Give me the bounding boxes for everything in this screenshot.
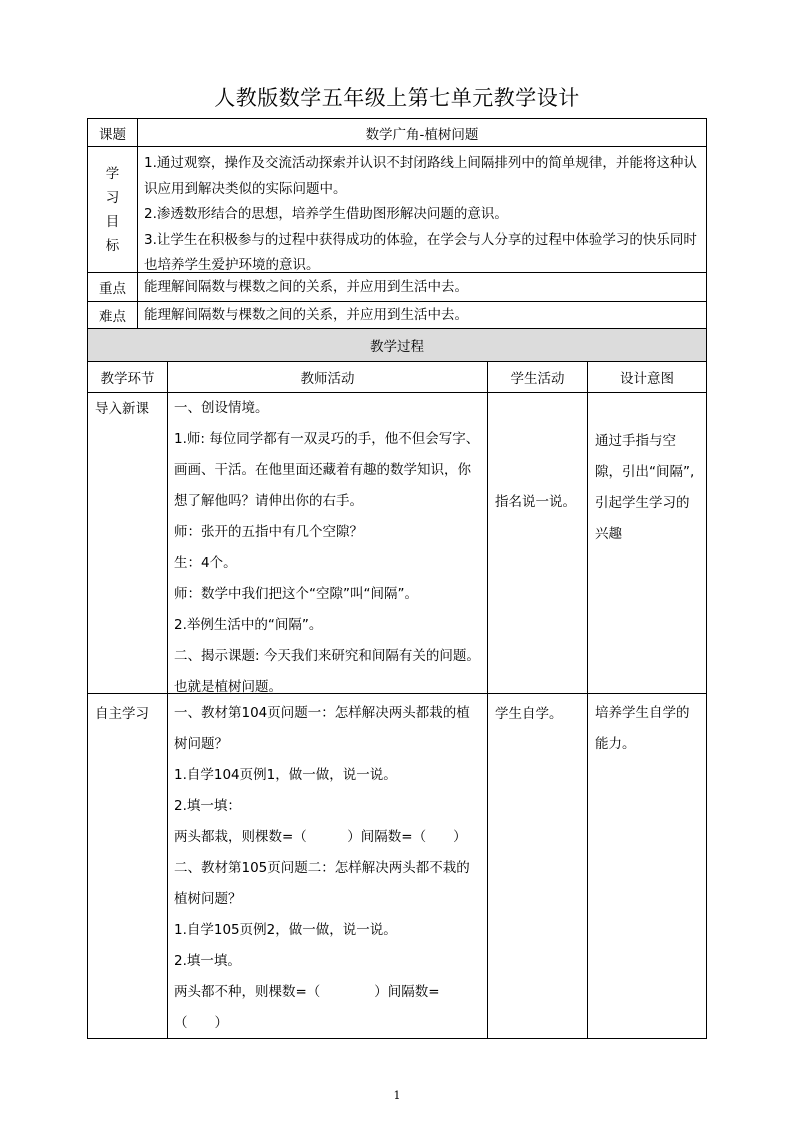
column-header-student-text: 学生活动: [510, 371, 565, 387]
column-header-stage: [87, 361, 168, 393]
process-header-text: 教学过程: [370, 339, 424, 355]
column-header-intent: [587, 361, 707, 393]
topic-value: [137, 118, 707, 147]
teacher-line: 两头都栽，则棵数=（ ）间隔数=（ ）: [174, 829, 467, 845]
table-row-2-intent: [587, 693, 707, 1039]
document-title: 人教版数学五年级上第七单元教学设计: [214, 86, 580, 110]
goal-item-3: 3.让学生在积极参与的过程中获得成功的体验，在学会与人分享的过程中体验学习的快乐同时也培养学生爱护环境的意识。: [144, 231, 697, 273]
table-row-1-teacher: [167, 392, 488, 694]
student-activity-text: 学生自学。: [495, 706, 563, 722]
teacher-line: 2.举例生活中的“间隔”。: [174, 617, 323, 633]
table-row-1-intent: [587, 392, 707, 694]
process-header: [87, 328, 707, 362]
table-row-1-stage: [87, 392, 168, 694]
table-row-2-teacher: [167, 693, 488, 1039]
column-header-teacher: [167, 361, 488, 393]
teacher-line: 2.填一填。: [174, 953, 241, 969]
table-row-2-stage: [87, 693, 168, 1039]
column-header-stage-text: 教学环节: [100, 371, 155, 387]
teacher-line: 师：数学中我们把这个“空隙”叫“间隔”。: [174, 586, 418, 602]
stage-text: 导入新课: [95, 401, 149, 417]
teacher-line: 生：4个。: [174, 555, 237, 571]
goal-item-1: 1.通过观察，操作及交流活动探索并认识不封闭路线上间隔排列中的简单规律，并能将这种认识应用到解决类似的实际问题中。: [144, 155, 697, 197]
teacher-line: 一、创设情境。: [174, 400, 269, 416]
teacher-line: 2.填一填：: [174, 798, 241, 814]
goal-item-2: 2.渗透数形结合的思想，培养学生借助图形解决问题的意识。: [144, 206, 508, 222]
key-point-label: [87, 272, 138, 302]
key-point-value: [137, 272, 707, 302]
teacher-line: 1.自学104页例1，做一做，说一说。: [174, 767, 397, 783]
key-point-value-text: 能理解间隔数与棵数之间的关系，并应用到生活中去。: [144, 279, 468, 295]
key-point-label-text: 重点: [99, 281, 126, 297]
teacher-line: 二、揭示课题: 今天我们来研究和间隔有关的问题。也就是植树问题。: [174, 648, 480, 695]
column-header-intent-text: 设计意图: [620, 371, 674, 387]
teacher-line: 1.师: 每位同学都有一双灵巧的手，他不但会写字、画画、干活。在他里面还藏着有趣的数学知识，你想了解他吗？请伸出你的右手。: [174, 431, 480, 509]
table-row-2-student: [487, 693, 588, 1039]
design-intent-text: 通过手指与空隙，引出“间隔”,引起学生学习的兴趣: [595, 433, 695, 542]
student-activity-text: 指名说一说。: [495, 494, 576, 510]
column-header-student: [487, 361, 588, 393]
design-intent-text: 培养学生自学的能力。: [595, 705, 690, 752]
difficulty-value-text: 能理解间隔数与棵数之间的关系，并应用到生活中去。: [144, 307, 468, 323]
difficulty-value: [137, 301, 707, 329]
topic-value-text: 数学广角-植树问题: [365, 126, 479, 143]
teacher-line: 师：张开的五指中有几个空隙？: [174, 524, 363, 540]
stage-text: 自主学习: [95, 706, 149, 722]
goals-label-text: 学习目标: [105, 165, 120, 254]
teacher-line: 两头都不种，则棵数=（ ）间隔数=（ ）: [174, 984, 440, 1031]
difficulty-label: [87, 301, 138, 329]
teacher-line: 二、教材第105页问题二：怎样解决两头都不栽的植树问题？: [174, 860, 470, 907]
goals-content: [137, 146, 707, 273]
teacher-line: 1.自学105页例2，做一做，说一说。: [174, 922, 397, 938]
topic-label-text: 课题: [99, 126, 126, 143]
teacher-line: 一、教材第104页问题一：怎样解决两头都栽的植树问题？: [174, 705, 470, 752]
table-row-1-student: [487, 392, 588, 694]
page-number: 1: [393, 1089, 401, 1102]
column-header-teacher-text: 教师活动: [300, 371, 355, 387]
topic-label: [87, 118, 138, 147]
difficulty-label-text: 难点: [99, 309, 126, 325]
goals-label: [87, 146, 138, 273]
